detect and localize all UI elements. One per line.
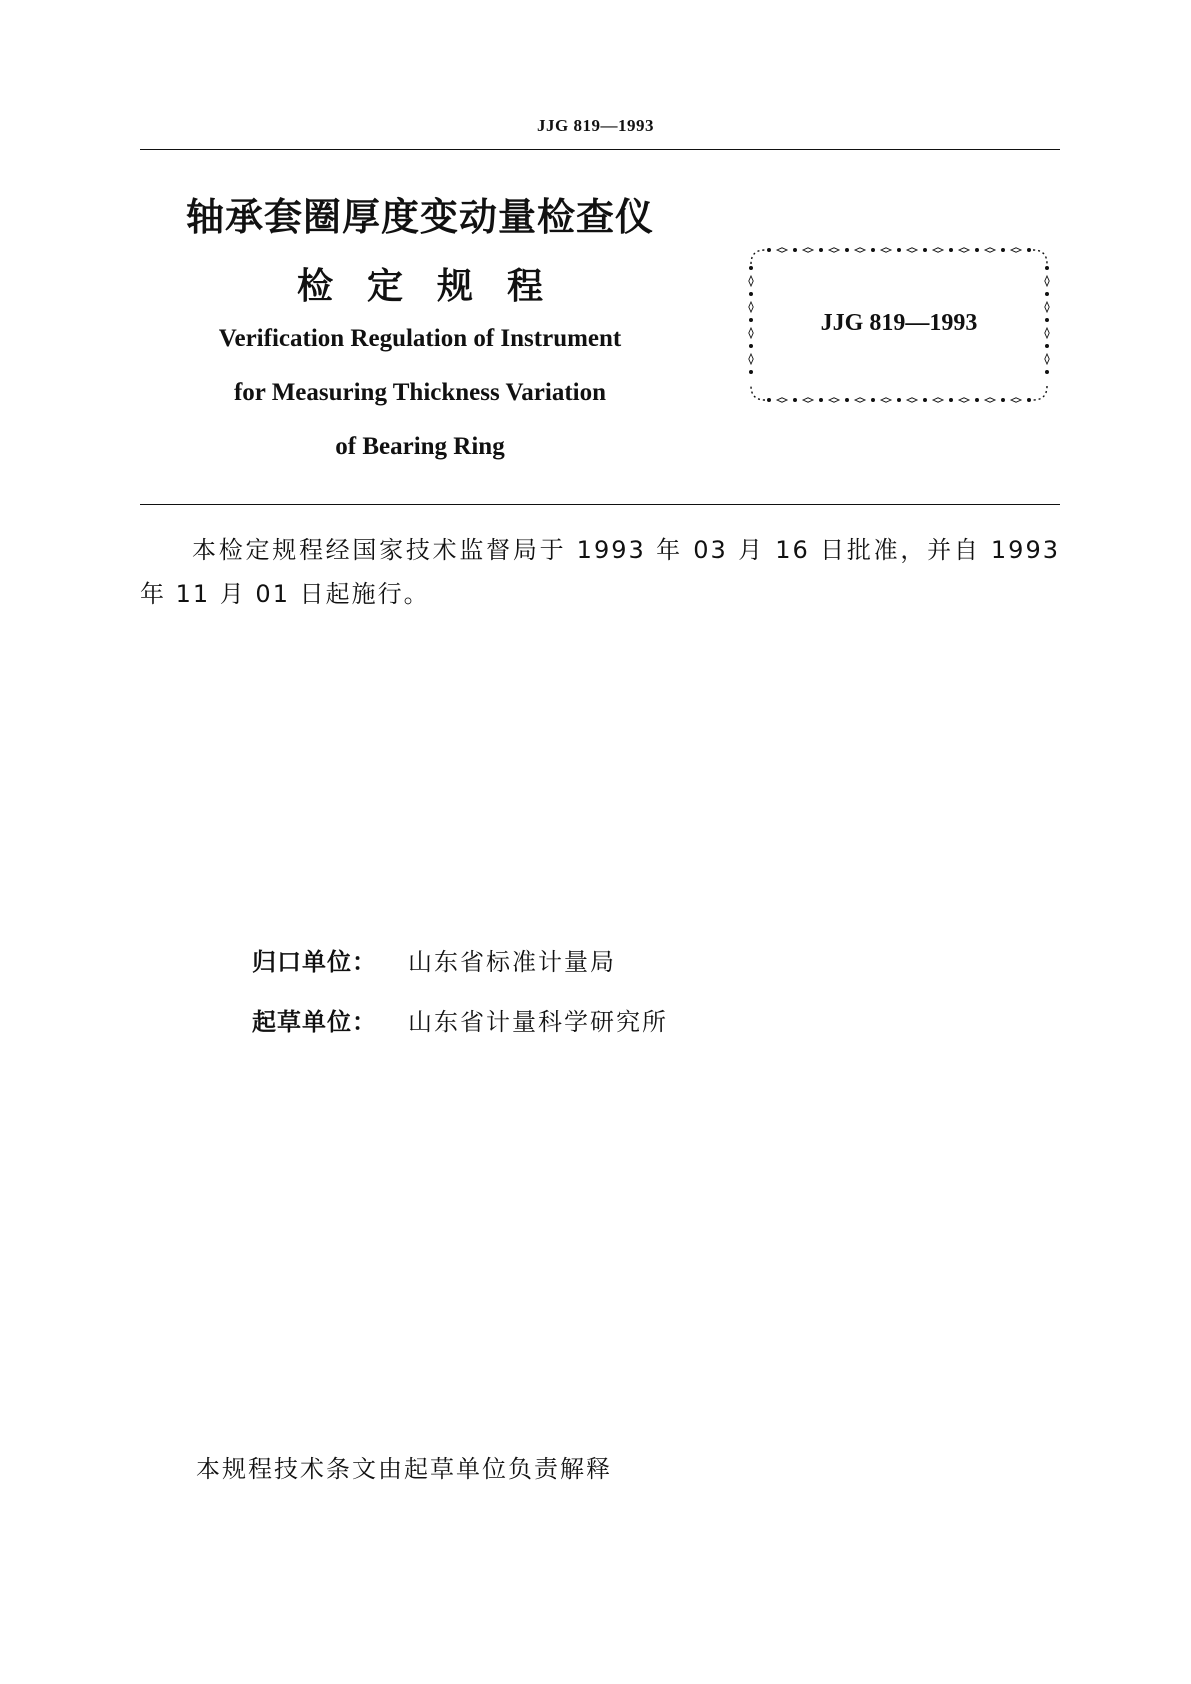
code-box-label: JJG 819—1993: [820, 310, 978, 336]
drafting-unit-value: 山东省计量科学研究所: [408, 1008, 668, 1036]
title-english-line-2: for Measuring Thickness Variation: [233, 379, 607, 406]
drafting-unit-row: [252, 1002, 668, 1037]
title-chinese-sub: 检定规程: [296, 266, 577, 307]
top-divider: [140, 149, 1060, 150]
responsible-unit-label: 归口单位：: [252, 948, 377, 976]
header-standard-code: JJG 819—1993: [537, 116, 654, 135]
interpretation-note: 本规程技术条文由起草单位负责解释: [196, 1455, 612, 1483]
responsible-unit-row: [252, 942, 616, 977]
title-english-line-1: Verification Regulation of Instrument: [218, 325, 622, 352]
middle-divider: [140, 504, 1060, 505]
responsible-unit-value: 山东省标准计量局: [408, 948, 616, 976]
drafting-unit-label: 起草单位：: [252, 1008, 377, 1036]
standard-code-box: [745, 244, 1053, 406]
approval-statement: 本检定规程经国家技术监督局于 1993 年 03 月 16 日批准，并自 1993 年 11 月 01 日起施行。: [140, 536, 1060, 608]
title-english-line-3: of Bearing Ring: [335, 433, 505, 460]
title-chinese-main: 轴承套圈厚度变动量检查仪: [185, 195, 654, 239]
